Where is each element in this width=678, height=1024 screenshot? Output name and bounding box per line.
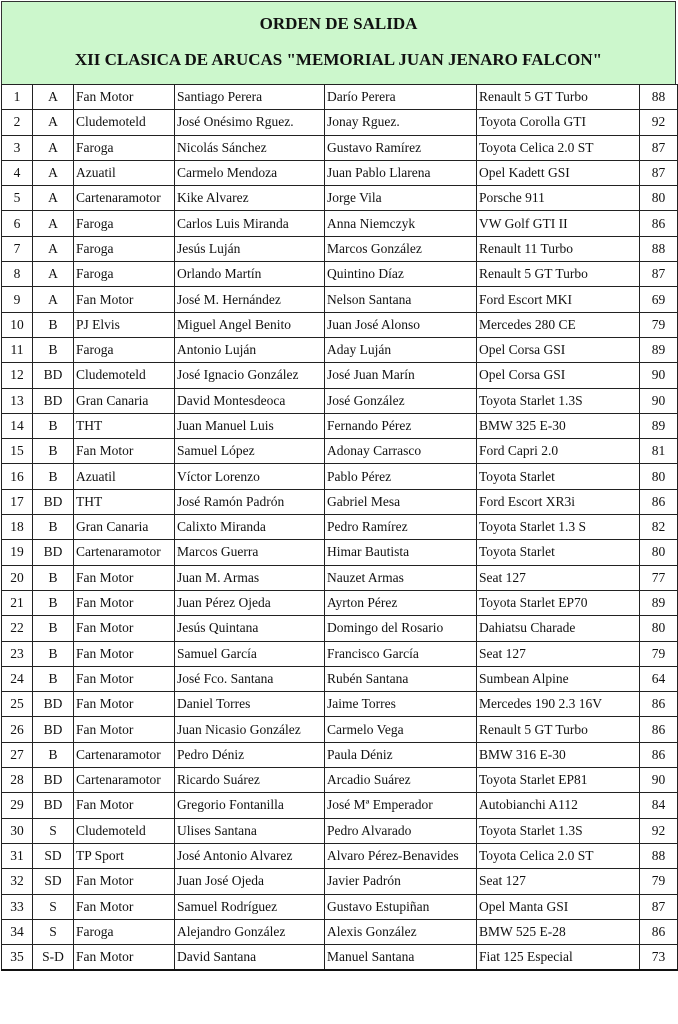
- driver-cell: Carlos Luis Miranda: [175, 211, 325, 236]
- car-cell: Toyota Celica 2.0 ST: [477, 843, 640, 868]
- team-cell: Fan Motor: [74, 641, 175, 666]
- table-row: [2, 565, 678, 590]
- table-row: [2, 843, 678, 868]
- category-cell: A: [33, 186, 74, 211]
- table-row: [2, 869, 678, 894]
- table-row: [2, 135, 678, 160]
- team-cell: Cartenaramotor: [74, 768, 175, 793]
- table-row: [2, 337, 678, 362]
- table-row: [2, 186, 678, 211]
- driver-cell: Juan Nicasio González: [175, 717, 325, 742]
- driver-cell: Jesús Luján: [175, 236, 325, 261]
- car-cell: Seat 127: [477, 869, 640, 894]
- team-cell: Fan Motor: [74, 590, 175, 615]
- team-cell: THT: [74, 413, 175, 438]
- car-cell: BMW 325 E-30: [477, 413, 640, 438]
- category-cell: B: [33, 413, 74, 438]
- driver-cell: José Antonio Alvarez: [175, 843, 325, 868]
- car-cell: Opel Manta GSI: [477, 894, 640, 919]
- car-cell: Ford Capri 2.0: [477, 439, 640, 464]
- table-row: [2, 540, 678, 565]
- co-driver-cell: José Juan Marín: [325, 363, 477, 388]
- driver-cell: Miguel Angel Benito: [175, 312, 325, 337]
- car-year-cell: 79: [640, 641, 678, 666]
- table-row: [2, 768, 678, 793]
- start-number-cell: 8: [2, 262, 33, 287]
- car-cell: Opel Corsa GSI: [477, 337, 640, 362]
- start-number-cell: 2: [2, 110, 33, 135]
- start-number-cell: 24: [2, 666, 33, 691]
- category-cell: SD: [33, 869, 74, 894]
- car-year-cell: 88: [640, 236, 678, 261]
- team-cell: Fan Motor: [74, 666, 175, 691]
- start-number-cell: 17: [2, 489, 33, 514]
- co-driver-cell: José Mª Emperador: [325, 793, 477, 818]
- table-row: [2, 616, 678, 641]
- car-year-cell: 90: [640, 363, 678, 388]
- start-number-cell: 19: [2, 540, 33, 565]
- car-cell: Ford Escort XR3i: [477, 489, 640, 514]
- driver-cell: Jesús Quintana: [175, 616, 325, 641]
- page-title: ORDEN DE SALIDA: [259, 14, 418, 33]
- category-cell: BD: [33, 489, 74, 514]
- start-number-cell: 9: [2, 287, 33, 312]
- table-row: [2, 464, 678, 489]
- co-driver-cell: Nauzet Armas: [325, 565, 477, 590]
- category-cell: SD: [33, 843, 74, 868]
- car-cell: Fiat 125 Especial: [477, 945, 640, 971]
- start-number-cell: 6: [2, 211, 33, 236]
- car-cell: Sumbean Alpine: [477, 666, 640, 691]
- category-cell: B: [33, 616, 74, 641]
- event-subtitle: XII CLASICA DE ARUCAS "MEMORIAL JUAN JENARO FALCON": [74, 50, 603, 69]
- car-cell: Toyota Starlet: [477, 464, 640, 489]
- category-cell: A: [33, 262, 74, 287]
- car-cell: Seat 127: [477, 641, 640, 666]
- team-cell: Fan Motor: [74, 869, 175, 894]
- team-cell: Gran Canaria: [74, 515, 175, 540]
- car-year-cell: 87: [640, 135, 678, 160]
- car-cell: Toyota Celica 2.0 ST: [477, 135, 640, 160]
- car-cell: Opel Kadett GSI: [477, 160, 640, 185]
- category-cell: B: [33, 464, 74, 489]
- co-driver-cell: Domingo del Rosario: [325, 616, 477, 641]
- start-number-cell: 7: [2, 236, 33, 261]
- category-cell: B: [33, 641, 74, 666]
- team-cell: Cludemoteld: [74, 110, 175, 135]
- table-row: [2, 489, 678, 514]
- team-cell: Faroga: [74, 919, 175, 944]
- car-year-cell: 89: [640, 590, 678, 615]
- driver-cell: Pedro Déniz: [175, 742, 325, 767]
- category-cell: BD: [33, 388, 74, 413]
- co-driver-cell: Quintino Díaz: [325, 262, 477, 287]
- car-cell: Mercedes 280 CE: [477, 312, 640, 337]
- car-cell: Dahiatsu Charade: [477, 616, 640, 641]
- driver-cell: Juan Pérez Ojeda: [175, 590, 325, 615]
- table-row: [2, 110, 678, 135]
- car-cell: Opel Corsa GSI: [477, 363, 640, 388]
- start-number-cell: 21: [2, 590, 33, 615]
- car-year-cell: 86: [640, 489, 678, 514]
- category-cell: A: [33, 211, 74, 236]
- start-list-table: [1, 84, 678, 971]
- start-number-cell: 32: [2, 869, 33, 894]
- co-driver-cell: Gabriel Mesa: [325, 489, 477, 514]
- table-row: [2, 742, 678, 767]
- start-number-cell: 12: [2, 363, 33, 388]
- category-cell: S: [33, 894, 74, 919]
- driver-cell: Juan José Ojeda: [175, 869, 325, 894]
- car-cell: Autobianchi A112: [477, 793, 640, 818]
- table-row: [2, 818, 678, 843]
- category-cell: BD: [33, 692, 74, 717]
- table-row: [2, 692, 678, 717]
- car-cell: Toyota Starlet 1.3S: [477, 818, 640, 843]
- team-cell: Faroga: [74, 135, 175, 160]
- table-row: [2, 641, 678, 666]
- start-number-cell: 25: [2, 692, 33, 717]
- driver-cell: Kike Alvarez: [175, 186, 325, 211]
- start-number-cell: 1: [2, 85, 33, 110]
- car-year-cell: 88: [640, 85, 678, 110]
- team-cell: Azuatil: [74, 160, 175, 185]
- category-cell: A: [33, 160, 74, 185]
- category-cell: B: [33, 515, 74, 540]
- driver-cell: José M. Hernández: [175, 287, 325, 312]
- start-number-cell: 26: [2, 717, 33, 742]
- co-driver-cell: Anna Niemczyk: [325, 211, 477, 236]
- start-number-cell: 29: [2, 793, 33, 818]
- start-number-cell: 4: [2, 160, 33, 185]
- car-cell: Toyota Starlet 1.3 S: [477, 515, 640, 540]
- co-driver-cell: Francisco García: [325, 641, 477, 666]
- car-year-cell: 89: [640, 337, 678, 362]
- table-row: [2, 793, 678, 818]
- table-row: [2, 236, 678, 261]
- table-row: [2, 515, 678, 540]
- driver-cell: Santiago Perera: [175, 85, 325, 110]
- co-driver-cell: Jonay Rguez.: [325, 110, 477, 135]
- driver-cell: Calixto Miranda: [175, 515, 325, 540]
- co-driver-cell: Rubén Santana: [325, 666, 477, 691]
- start-number-cell: 27: [2, 742, 33, 767]
- car-year-cell: 80: [640, 464, 678, 489]
- driver-cell: Antonio Luján: [175, 337, 325, 362]
- start-number-cell: 33: [2, 894, 33, 919]
- co-driver-cell: Gustavo Ramírez: [325, 135, 477, 160]
- car-year-cell: 82: [640, 515, 678, 540]
- table-row: [2, 894, 678, 919]
- category-cell: A: [33, 236, 74, 261]
- category-cell: A: [33, 110, 74, 135]
- team-cell: Fan Motor: [74, 945, 175, 971]
- table-row: [2, 666, 678, 691]
- car-year-cell: 86: [640, 211, 678, 236]
- start-number-cell: 30: [2, 818, 33, 843]
- table-row: [2, 312, 678, 337]
- driver-cell: Carmelo Mendoza: [175, 160, 325, 185]
- team-cell: Fan Motor: [74, 894, 175, 919]
- table-row: [2, 717, 678, 742]
- co-driver-cell: Nelson Santana: [325, 287, 477, 312]
- car-cell: Renault 5 GT Turbo: [477, 717, 640, 742]
- co-driver-cell: Arcadio Suárez: [325, 768, 477, 793]
- driver-cell: Víctor Lorenzo: [175, 464, 325, 489]
- category-cell: B: [33, 565, 74, 590]
- car-cell: Renault 5 GT Turbo: [477, 85, 640, 110]
- team-cell: TP Sport: [74, 843, 175, 868]
- start-number-cell: 31: [2, 843, 33, 868]
- table-row: [2, 363, 678, 388]
- team-cell: PJ Elvis: [74, 312, 175, 337]
- car-year-cell: 86: [640, 742, 678, 767]
- team-cell: Fan Motor: [74, 793, 175, 818]
- car-year-cell: 87: [640, 894, 678, 919]
- team-cell: Azuatil: [74, 464, 175, 489]
- driver-cell: José Onésimo Rguez.: [175, 110, 325, 135]
- driver-cell: Juan M. Armas: [175, 565, 325, 590]
- co-driver-cell: Pablo Pérez: [325, 464, 477, 489]
- car-year-cell: 84: [640, 793, 678, 818]
- co-driver-cell: Ayrton Pérez: [325, 590, 477, 615]
- co-driver-cell: Marcos González: [325, 236, 477, 261]
- category-cell: A: [33, 85, 74, 110]
- co-driver-cell: Juan José Alonso: [325, 312, 477, 337]
- start-number-cell: 22: [2, 616, 33, 641]
- car-year-cell: 90: [640, 768, 678, 793]
- driver-cell: Juan Manuel Luis: [175, 413, 325, 438]
- team-cell: Faroga: [74, 236, 175, 261]
- co-driver-cell: Himar Bautista: [325, 540, 477, 565]
- table-row: [2, 919, 678, 944]
- car-cell: Toyota Starlet EP81: [477, 768, 640, 793]
- team-cell: Cludemoteld: [74, 818, 175, 843]
- start-number-cell: 3: [2, 135, 33, 160]
- car-year-cell: 88: [640, 843, 678, 868]
- car-year-cell: 77: [640, 565, 678, 590]
- team-cell: Faroga: [74, 262, 175, 287]
- car-cell: Toyota Starlet EP70: [477, 590, 640, 615]
- driver-cell: Alejandro González: [175, 919, 325, 944]
- car-year-cell: 86: [640, 717, 678, 742]
- category-cell: B: [33, 439, 74, 464]
- start-number-cell: 34: [2, 919, 33, 944]
- car-year-cell: 90: [640, 388, 678, 413]
- car-cell: VW Golf GTI II: [477, 211, 640, 236]
- driver-cell: Samuel García: [175, 641, 325, 666]
- category-cell: BD: [33, 717, 74, 742]
- car-cell: Renault 5 GT Turbo: [477, 262, 640, 287]
- category-cell: A: [33, 135, 74, 160]
- team-cell: Fan Motor: [74, 439, 175, 464]
- team-cell: Cartenaramotor: [74, 540, 175, 565]
- category-cell: BD: [33, 793, 74, 818]
- co-driver-cell: Paula Déniz: [325, 742, 477, 767]
- co-driver-cell: Adonay Carrasco: [325, 439, 477, 464]
- team-cell: Cartenaramotor: [74, 186, 175, 211]
- driver-cell: Gregorio Fontanilla: [175, 793, 325, 818]
- car-cell: Toyota Starlet: [477, 540, 640, 565]
- table-row: [2, 262, 678, 287]
- start-number-cell: 5: [2, 186, 33, 211]
- driver-cell: Daniel Torres: [175, 692, 325, 717]
- category-cell: S: [33, 919, 74, 944]
- team-cell: Cartenaramotor: [74, 742, 175, 767]
- table-row: [2, 590, 678, 615]
- co-driver-cell: Darío Perera: [325, 85, 477, 110]
- driver-cell: Marcos Guerra: [175, 540, 325, 565]
- car-year-cell: 87: [640, 160, 678, 185]
- car-year-cell: 80: [640, 616, 678, 641]
- car-cell: Mercedes 190 2.3 16V: [477, 692, 640, 717]
- car-cell: Seat 127: [477, 565, 640, 590]
- category-cell: S: [33, 818, 74, 843]
- co-driver-cell: Jaime Torres: [325, 692, 477, 717]
- driver-cell: Ricardo Suárez: [175, 768, 325, 793]
- car-year-cell: 64: [640, 666, 678, 691]
- driver-cell: Samuel López: [175, 439, 325, 464]
- category-cell: B: [33, 666, 74, 691]
- start-number-cell: 18: [2, 515, 33, 540]
- start-number-cell: 28: [2, 768, 33, 793]
- team-cell: Fan Motor: [74, 287, 175, 312]
- driver-cell: David Santana: [175, 945, 325, 971]
- driver-cell: David Montesdeoca: [175, 388, 325, 413]
- co-driver-cell: Fernando Pérez: [325, 413, 477, 438]
- car-cell: BMW 525 E-28: [477, 919, 640, 944]
- team-cell: Gran Canaria: [74, 388, 175, 413]
- start-number-cell: 13: [2, 388, 33, 413]
- car-cell: Toyota Corolla GTI: [477, 110, 640, 135]
- car-year-cell: 79: [640, 312, 678, 337]
- header-box: [1, 1, 676, 84]
- co-driver-cell: Gustavo Estupiñan: [325, 894, 477, 919]
- start-number-cell: 23: [2, 641, 33, 666]
- car-cell: Toyota Starlet 1.3S: [477, 388, 640, 413]
- start-number-cell: 10: [2, 312, 33, 337]
- team-cell: Faroga: [74, 211, 175, 236]
- category-cell: BD: [33, 540, 74, 565]
- team-cell: Faroga: [74, 337, 175, 362]
- table-row: [2, 388, 678, 413]
- team-cell: Fan Motor: [74, 565, 175, 590]
- car-cell: Renault 11 Turbo: [477, 236, 640, 261]
- category-cell: B: [33, 742, 74, 767]
- car-year-cell: 86: [640, 919, 678, 944]
- team-cell: Fan Motor: [74, 717, 175, 742]
- driver-cell: Samuel Rodríguez: [175, 894, 325, 919]
- car-year-cell: 80: [640, 186, 678, 211]
- team-cell: Cludemoteld: [74, 363, 175, 388]
- co-driver-cell: Alvaro Pérez-Benavides: [325, 843, 477, 868]
- co-driver-cell: Pedro Alvarado: [325, 818, 477, 843]
- car-cell: BMW 316 E-30: [477, 742, 640, 767]
- driver-cell: Orlando Martín: [175, 262, 325, 287]
- table-row: [2, 439, 678, 464]
- car-year-cell: 73: [640, 945, 678, 971]
- car-year-cell: 92: [640, 110, 678, 135]
- category-cell: BD: [33, 768, 74, 793]
- co-driver-cell: Javier Padrón: [325, 869, 477, 894]
- driver-cell: José Ignacio González: [175, 363, 325, 388]
- category-cell: BD: [33, 363, 74, 388]
- driver-cell: Ulises Santana: [175, 818, 325, 843]
- team-cell: Fan Motor: [74, 85, 175, 110]
- co-driver-cell: Pedro Ramírez: [325, 515, 477, 540]
- car-year-cell: 79: [640, 869, 678, 894]
- start-number-cell: 14: [2, 413, 33, 438]
- co-driver-cell: Jorge Vila: [325, 186, 477, 211]
- category-cell: A: [33, 287, 74, 312]
- car-year-cell: 92: [640, 818, 678, 843]
- team-cell: Fan Motor: [74, 692, 175, 717]
- car-year-cell: 87: [640, 262, 678, 287]
- car-year-cell: 86: [640, 692, 678, 717]
- co-driver-cell: Manuel Santana: [325, 945, 477, 971]
- start-number-cell: 15: [2, 439, 33, 464]
- start-number-cell: 11: [2, 337, 33, 362]
- table-row: [2, 413, 678, 438]
- category-cell: B: [33, 312, 74, 337]
- co-driver-cell: José González: [325, 388, 477, 413]
- start-number-cell: 16: [2, 464, 33, 489]
- driver-cell: José Ramón Padrón: [175, 489, 325, 514]
- driver-cell: José Fco. Santana: [175, 666, 325, 691]
- car-cell: Porsche 911: [477, 186, 640, 211]
- car-year-cell: 81: [640, 439, 678, 464]
- start-number-cell: 35: [2, 945, 33, 971]
- table-row: [2, 287, 678, 312]
- co-driver-cell: Carmelo Vega: [325, 717, 477, 742]
- category-cell: B: [33, 590, 74, 615]
- team-cell: Fan Motor: [74, 616, 175, 641]
- co-driver-cell: Alexis González: [325, 919, 477, 944]
- team-cell: THT: [74, 489, 175, 514]
- car-year-cell: 69: [640, 287, 678, 312]
- category-cell: S-D: [33, 945, 74, 971]
- car-year-cell: 89: [640, 413, 678, 438]
- category-cell: B: [33, 337, 74, 362]
- car-cell: Ford Escort MKI: [477, 287, 640, 312]
- car-year-cell: 80: [640, 540, 678, 565]
- start-order-sheet: [1, 1, 676, 971]
- co-driver-cell: Aday Luján: [325, 337, 477, 362]
- driver-cell: Nicolás Sánchez: [175, 135, 325, 160]
- table-row: [2, 85, 678, 110]
- table-row: [2, 945, 678, 971]
- table-row: [2, 211, 678, 236]
- table-row: [2, 160, 678, 185]
- co-driver-cell: Juan Pablo Llarena: [325, 160, 477, 185]
- start-number-cell: 20: [2, 565, 33, 590]
